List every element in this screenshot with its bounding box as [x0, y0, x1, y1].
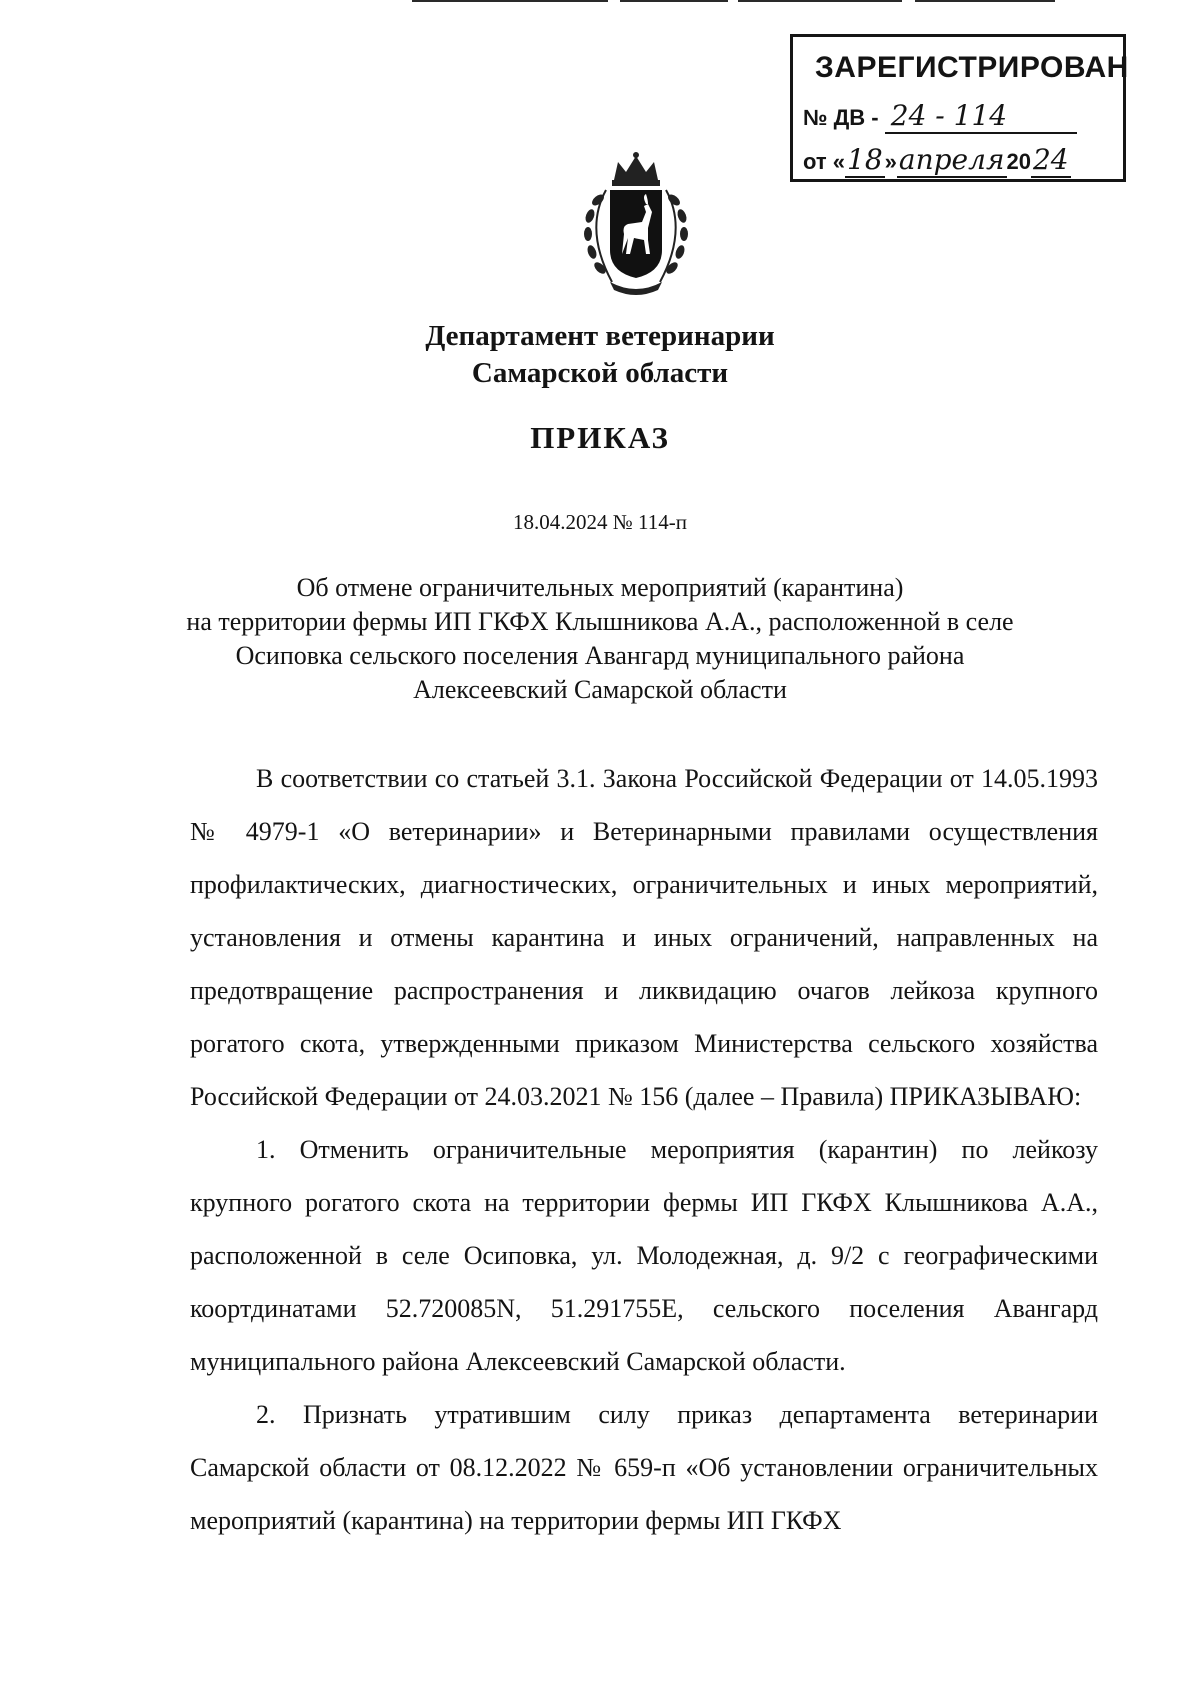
stamp-date-year: 24 [1032, 143, 1069, 176]
stamp-date-row [803, 143, 1071, 178]
preamble-paragraph: В соответствии со статьей 3.1. Закона Российской Федерации от 14.05.1993 № 4979-1 «О ветеринарии» и Ветеринарными правилами осуществления профилактических, диагностических, ограничительных и иных мероприятий, установления и отмены карантина и иных ограничений, направленных на предотвращение распространения и ликвидацию очагов лейкоза крупного рогатого скота, утвержденными приказом Министерства сельского хозяйства Российской Федерации от 24.03.2021 № 156 (далее – Правила) ПРИКАЗЫВАЮ: [190, 764, 1098, 1111]
order-item-2: 2. Признать утратившим силу приказ департамента ветеринарии Самарской области от 08.12.2022 № 659-п «Об установлении ограничительных мероприятий (карантина) на территории фермы ИП ГКФХ [190, 1400, 1098, 1535]
subject-line-3: Осиповка сельского поселения Авангард муниципального района [235, 641, 965, 670]
stamp-date-month: апреля [898, 143, 1005, 176]
stamp-date-prefix: от « [803, 149, 846, 174]
document-body [190, 752, 1098, 1547]
registration-stamp [790, 34, 1129, 182]
samara-coat-of-arms-icon [576, 150, 696, 296]
order-item-1: 1. Отменить ограничительные мероприятия (карантин) по лейкозу крупного рогатого скота на территории фермы ИП ГКФХ Клышникова А.А., расположенной в селе Осиповка, ул. Молодежная, д. 9/2 с географическими коортдинатами 52.720085N, 51.291755E, сельского поселения Авангард муниципального района Алексеевский Самарской области. [190, 1135, 1098, 1376]
document-type-title: ПРИКАЗ [530, 420, 670, 455]
stamp-date-day: 18 [847, 143, 883, 176]
stamp-title: ЗАРЕГИСТРИРОВАН [815, 51, 1129, 84]
subject-line-1: Об отмене ограничительных мероприятий (карантина) [296, 573, 904, 602]
stamp-date-year-prefix: 20 [1006, 149, 1031, 174]
department-line-2: Самарской области [471, 357, 729, 389]
subject-line-4: Алексеевский Самарской области [413, 675, 787, 704]
subject-line-2: на территории фермы ИП ГКФХ Клышникова А.А., расположенной в селе [186, 607, 1014, 636]
document-subject [0, 571, 1200, 707]
department-heading [0, 318, 1200, 392]
document-date-number: 18.04.2024 № 114-п [513, 510, 687, 534]
stamp-number-prefix: № ДВ - [803, 105, 879, 130]
department-line-1: Департамент ветеринарии [425, 320, 775, 352]
stamp-date-separator: » [884, 149, 897, 174]
stamp-number-handwritten: 24 - 114 [885, 99, 1077, 134]
scan-artifact [412, 0, 608, 2]
scan-artifact [620, 0, 728, 2]
stamp-number-row [803, 99, 1077, 134]
scan-artifact [738, 0, 902, 2]
scan-artifact [915, 0, 1055, 2]
